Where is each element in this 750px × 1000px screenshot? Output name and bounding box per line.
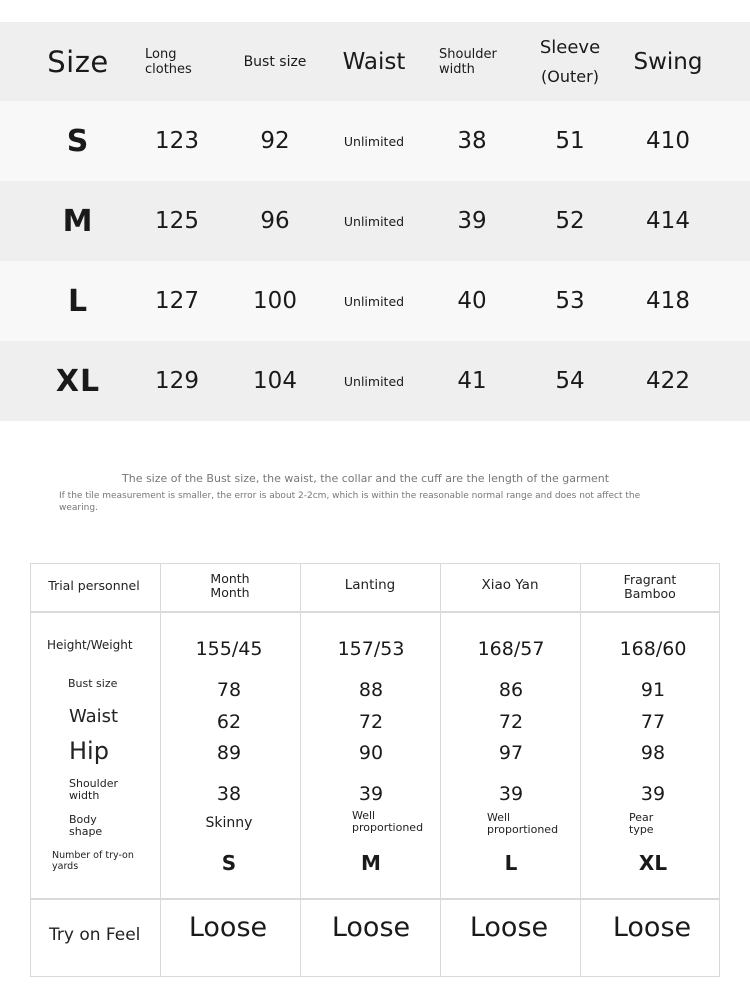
sleeve-value: 53: [555, 288, 585, 314]
person-name: Fragrant Bamboo: [623, 572, 677, 601]
bust-value: 91: [640, 679, 666, 701]
size-chart-header-row: [0, 22, 750, 101]
body-shape-value: Skinny: [205, 815, 253, 831]
hip-value: 97: [498, 742, 524, 764]
hip-value: 89: [216, 742, 242, 764]
sleeve-value: 51: [555, 128, 585, 154]
header-shoulder-width: Shoulder width: [439, 46, 497, 77]
person-name: Xiao Yan: [481, 577, 539, 593]
shoulder-value: 38: [216, 783, 242, 805]
shoulder-value: 40: [457, 288, 487, 314]
bust-value: 96: [260, 208, 290, 234]
try-on-size-value: XL: [638, 851, 668, 875]
error-tolerance-note: If the tile measurement is smaller, the error is about 2-2cm, which is within the reasonable normal range and does not affect the wearing.: [59, 491, 641, 513]
label-try-on-size: Number of try-on yards: [52, 850, 134, 872]
size-label: M: [62, 203, 94, 239]
person-name: Lanting: [344, 577, 396, 593]
header-sleeve-line1: Sleeve: [539, 36, 601, 58]
size-label: L: [67, 283, 89, 319]
body-shape-value: Well proportioned: [352, 809, 424, 834]
label-hip: Hip: [69, 737, 109, 765]
shoulder-value: 38: [457, 128, 487, 154]
column-divider: [580, 564, 582, 976]
body-shape-value: Well proportioned: [487, 811, 559, 836]
sleeve-value: 54: [555, 368, 585, 394]
waist-value: 62: [216, 711, 242, 733]
person-name: Month Month: [210, 571, 250, 600]
label-bust-size: Bust size: [68, 677, 118, 690]
swing-value: 418: [646, 288, 690, 314]
shoulder-value: 39: [358, 783, 384, 805]
height-weight-value: 157/53: [337, 638, 405, 660]
size-label: XL: [55, 363, 101, 399]
waist-value: 72: [358, 711, 384, 733]
height-weight-value: 168/60: [619, 638, 687, 660]
waist-value: 72: [498, 711, 524, 733]
swing-value: 414: [646, 208, 690, 234]
header-waist: Waist: [342, 48, 406, 75]
bust-value: 78: [216, 679, 242, 701]
shoulder-value: 39: [498, 783, 524, 805]
shoulder-value: 39: [457, 208, 487, 234]
waist-value: Unlimited: [343, 373, 405, 389]
long-clothes-value: 127: [155, 288, 199, 314]
header-long-clothes: Long clothes: [145, 46, 192, 77]
header-sleeve: [520, 22, 620, 101]
label-body-shape: Body shape: [69, 813, 103, 838]
height-weight-value: 168/57: [477, 638, 545, 660]
bust-value: 88: [358, 679, 384, 701]
sleeve-value: 52: [555, 208, 585, 234]
shoulder-value: 39: [640, 783, 666, 805]
header-swing: Swing: [633, 48, 703, 75]
label-shoulder-width: Shoulder width: [69, 777, 118, 802]
bust-value: 92: [260, 128, 290, 154]
try-on-size-value: L: [504, 851, 518, 875]
swing-value: 410: [646, 128, 690, 154]
shoulder-value: 41: [457, 368, 487, 394]
label-waist: Waist: [69, 706, 119, 727]
measurement-note: The size of the Bust size, the waist, the collar and the cuff are the length of the garment: [122, 472, 610, 485]
long-clothes-value: 123: [155, 128, 199, 154]
label-height-weight: Height/Weight: [47, 638, 133, 652]
header-sleeve-line2: (Outer): [541, 66, 599, 86]
header-size: Size: [47, 44, 109, 79]
size-row: [0, 261, 750, 341]
long-clothes-value: 125: [155, 208, 199, 234]
size-label: S: [66, 123, 90, 159]
swing-value: 422: [646, 368, 690, 394]
try-on-feel-value: Loose: [188, 912, 268, 943]
waist-value: Unlimited: [343, 133, 405, 149]
hip-value: 98: [640, 742, 666, 764]
hip-value: 90: [358, 742, 384, 764]
try-on-feel-value: Loose: [331, 912, 411, 943]
size-row: [0, 101, 750, 181]
try-on-size-value: S: [221, 851, 237, 875]
body-shape-value: Pear type: [629, 811, 654, 836]
try-on-feel-value: Loose: [612, 912, 692, 943]
size-chart-table: [0, 22, 750, 421]
try-on-feel-value: Loose: [469, 912, 549, 943]
waist-value: Unlimited: [343, 293, 405, 309]
height-weight-value: 155/45: [195, 638, 263, 660]
row-divider: [31, 611, 719, 613]
row-divider: [31, 898, 719, 900]
bust-value: 100: [253, 288, 297, 314]
waist-value: 77: [640, 711, 666, 733]
long-clothes-value: 129: [155, 368, 199, 394]
label-try-on-feel: Try on Feel: [49, 925, 141, 945]
bust-value: 104: [253, 368, 297, 394]
header-bust-size: Bust size: [243, 53, 307, 70]
size-row: [0, 181, 750, 261]
size-row: [0, 341, 750, 421]
try-on-size-value: M: [361, 851, 381, 875]
bust-value: 86: [498, 679, 524, 701]
trial-personnel-label: Trial personnel: [48, 578, 140, 593]
waist-value: Unlimited: [343, 213, 405, 229]
